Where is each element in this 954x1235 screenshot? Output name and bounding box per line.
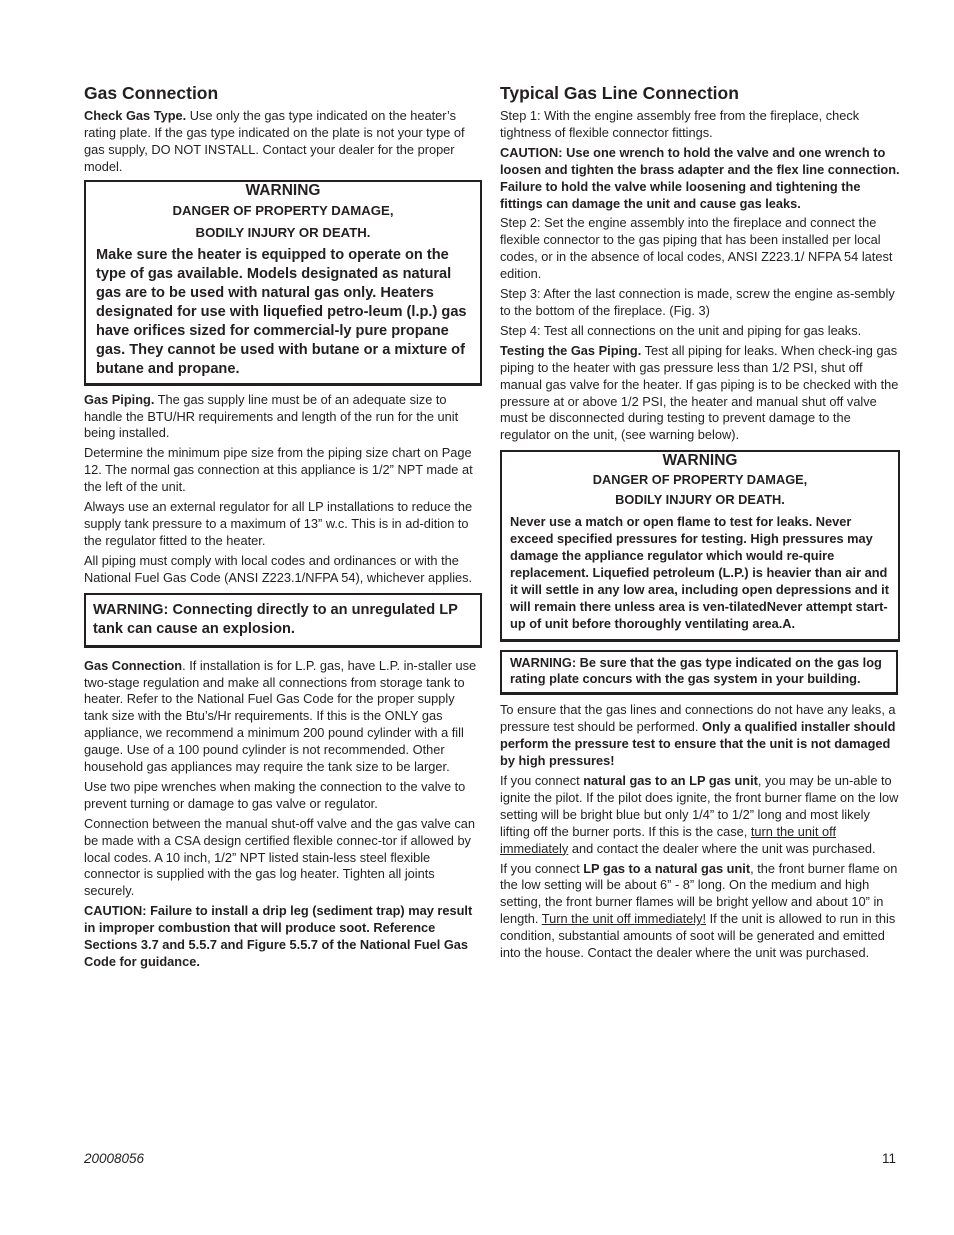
gas-piping-label: Gas Piping. — [84, 391, 155, 407]
typical-gas-line-heading: Typical Gas Line Connection — [500, 83, 739, 103]
gas-piping-paragraph — [84, 392, 482, 443]
warning-body: Never use a match or open flame to test for leaks. Never exceed specified pressures for testing. High pressures may damage the appliance regulator which would re-quire replacement. Liquefied petroleum (L.P.) is heavier than air and it will settle in any low area, including open depressions and it will remain there unless area is ven-tilatedNever attempt start-up of unit before thoroughly ventilating area.A. — [510, 514, 890, 631]
pressure-test-bold: Only a qualified installer should perform the pressure test to ensure that the unit is not damaged by high pressures! — [500, 719, 896, 769]
natural-gas-paragraph — [500, 773, 900, 858]
regulator-paragraph: Always use an external regulator for all LP installations to reduce the supply tank pressure to a maximum of 13” w.c. This is in ad-dition to the regulator fitted to the heater. — [84, 499, 473, 548]
warning-subtitle-2: BODILY INJURY OR DEATH. — [615, 492, 785, 508]
check-gas-paragraph — [84, 108, 482, 176]
warning-title: WARNING — [662, 452, 738, 470]
check-gas-label: Check Gas Type. — [84, 108, 187, 123]
warning-box-gas-type-match — [500, 650, 898, 696]
text-run: If you connect — [500, 860, 584, 876]
codes-paragraph: All piping must comply with local codes and ordinances or with the National Fuel Gas Code (ANSI Z223.1/NFPA 54), whichever applies. — [84, 552, 473, 585]
drip-leg-caution: CAUTION: Failure to install a drip leg (sediment trap) may result in improper combustion that will produce soot. Reference Sections 3.7 and 5.5.7 and Figure 5.5.7 of the National Fuel Gas Code for guidance. — [84, 903, 473, 969]
testing-paragraph — [500, 343, 900, 444]
warning-body: WARNING: Connecting directly to an unregulated LP tank can cause an explosion. — [93, 601, 458, 637]
step-3: Step 3: After the last connection is made, screw the engine as-sembly to the bottom of the fireplace. (Fig. 3) — [500, 286, 895, 318]
wrenches-paragraph: Use two pipe wrenches when making the connection to the valve to prevent turning or damage to gas valve or regulator. — [84, 778, 466, 811]
gas-connection-text: . If installation is for L.P. gas, have L.P. in-staller use two-stage regulation and make all connections from storage tank to heater. Refer to the National Fuel Gas Code for the proper supply tank size with the Btu’s/Hr requirements. If this is the ONLY gas appliance, we recommend a minimum 200 pound cylinder with a fill gauge. Use of a 100 pound cylinder is not recommended. Other household gas appliances may require the tank size to be larger. — [84, 657, 477, 775]
warning-subtitle-1: DANGER OF PROPERTY DAMAGE, — [592, 472, 808, 488]
check-gas-text: Use only the gas type indicated on the heater’s rating plate. If the gas type indicated on the plate is not your type of gas supply, DO NOT INSTALL. Contact your dealer for the proper model. — [84, 108, 465, 174]
wrench-caution: CAUTION: Use one wrench to hold the valve and one wrench to loosen and tighten the brass adapter and the flex line connection. Failure to hold the valve while loosening and tightening the fittings can damage the unit and cause gas leaks. — [500, 144, 900, 211]
step-1: Step 1: With the engine assembly free from the fireplace, check tightness of flexible connector fittings. — [500, 108, 860, 140]
pressure-test-text: To ensure that the gas lines and connections do not have any leaks, a pressure test should be performed. — [500, 702, 896, 735]
gas-connection-label: Gas Connection — [84, 657, 183, 673]
text-run: , the front burner flame on the low setting will be about 6” - 8” long. On the medium and high setting, the front burner flames will be bright yellow and about 10” in length. — [500, 860, 898, 927]
text-run: , you may be un-able to ignite the pilot. If the pilot does ignite, the front burner flame on the low setting will be bright blue but only 1/4” to 1/2” long and most likely lifting off the burner ports. If this is the case, — [500, 773, 899, 839]
testing-label: Testing the Gas Piping. — [500, 342, 642, 358]
pressure-test-paragraph — [500, 702, 900, 770]
lp-gas-paragraph — [500, 861, 900, 962]
connector-paragraph: Connection between the manual shut-off valve and the gas valve can be made with a CSA design certified flexible connec-tor if allowed by local codes. A 10 inch, 1/2” NPT listed stain-less steel flexible connector is supplied with the gas log heater. Tighten all joints securely. — [84, 815, 476, 899]
text-run: If the unit is allowed to run in this condition, substantial amounts of soot will be generated and emitted into the house. Contact the dealer where the unit was purchased. — [500, 911, 896, 961]
turn-off-underline: Turn the unit off immediately! — [541, 911, 707, 927]
warning-subtitle-2: BODILY INJURY OR DEATH. — [195, 224, 371, 240]
natural-gas-bold: natural gas to an LP gas unit — [583, 773, 758, 788]
text-run: If you connect — [500, 773, 584, 788]
warning-box-heater-gas-type — [84, 180, 482, 386]
left-column — [84, 82, 482, 974]
lp-gas-bold: LP gas to a natural gas unit — [583, 860, 751, 876]
right-column — [500, 82, 900, 965]
gas-piping-text: The gas supply line must be of an adequate size to handle the BTU/HR requirements and length of the run for the unit being installed. — [84, 391, 459, 441]
testing-text: Test all piping for leaks. When check-ing gas piping to the heater with gas pressure less than 1/2 PSI, shut off manual gas valve for the heater. If gas piping is to be checked with the pressure at or above 1/2 PSI, the heater and manual shut off valve must be disconnected during testing to prevent damage to the regulator on the unit, (see warning below). — [500, 342, 899, 443]
warning-box-leak-test — [500, 450, 900, 641]
warning-subtitle-1: DANGER OF PROPERTY DAMAGE, — [172, 202, 394, 218]
step-2: Step 2: Set the engine assembly into the fireplace and connect the flexible connector to the gas piping that has been installed per local codes, or in the absence of local codes, ANSI Z223.1/ NFPA 54 latest edition. — [500, 215, 893, 282]
gas-connection-paragraph — [84, 658, 482, 776]
text-run: and contact the dealer where the unit was purchased. — [568, 840, 876, 856]
gas-connection-heading: Gas Connection — [84, 83, 219, 103]
document-number: 20008056 — [84, 1151, 145, 1166]
turn-off-underline: turn the unit off immediately — [500, 823, 836, 856]
warning-body: Make sure the heater is equipped to operate on the type of gas available. Models designated as natural gas are to be used with natural gas only. Heaters designated for use with liquefied petro-leum (l.p.) gas have orifices sized for commercial-ly pure propane gas. They cannot be used with butane or a mixture of butane and propane. — [96, 246, 467, 377]
step-4: Step 4: Test all connections on the unit and piping for gas leaks. — [500, 322, 862, 338]
warning-box-unregulated-tank — [84, 593, 482, 648]
warning-body: WARNING: Be sure that the gas type indicated on the gas log rating plate concurs with the gas system in your building. — [510, 654, 882, 687]
min-pipe-paragraph: Determine the minimum pipe size from the piping size chart on Page 12. The normal gas connection at this appliance is 1/2” NPT made at the left of the unit. — [84, 445, 473, 495]
warning-title: WARNING — [245, 181, 321, 199]
page-number: 11 — [882, 1151, 897, 1166]
